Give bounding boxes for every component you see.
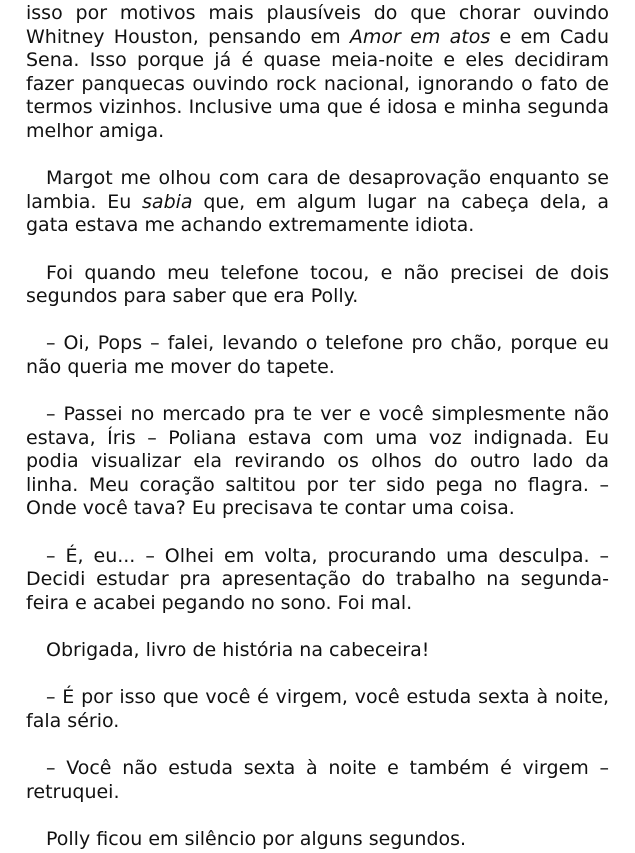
paragraph-9: – Você não estuda sexta à noite e também é virgem – retruquei. [26,757,609,803]
paragraph-7: Obrigada, livro de história na cabeceira! [46,639,430,662]
paragraph-10: Polly ficou em silêncio por alguns segundos. [46,827,467,850]
book-title-emphasis: Amor em atos [349,25,491,48]
paragraph-1-text-b: e em Cadu Sena. Isso porque já é quase meia-noite e eles decidiram fazer panquecas ouvindo rock nacional, ignorando o fato de termos vizinhos. Inclusive uma que é idosa e minha segunda melhor amiga. [26,25,609,142]
paragraph-3: Foi quando meu telefone tocou, e não precisei de dois segundos para saber que era Polly. [26,261,609,308]
paragraph-5: – Passei no mercado pra te ver e você simplesmente não estava, Íris – Poliana estava com uma voz indignada. Eu podia visualizar ela revirando os olhos do outro lado da linha. Meu coração saltitou por ter sido pega no flagra. – Onde você tava? Eu precisava te contar uma coisa. [26,403,609,520]
paragraph-2-text-a: Margot me olhou com cara de desaprovação enquanto se lambia. Eu [26,167,609,213]
paragraph-2 [26,167,609,238]
paragraph-4: – Oi, Pops – falei, levando o telefone pro chão, porque eu não queria me mover do tapete. [26,332,609,378]
paragraph-8: – É por isso que você é virgem, você estuda sexta à noite, fala sério. [26,686,609,732]
paragraph-6: – É, eu... – Olhei em volta, procurando uma desculpa. – Decidi estudar pra apresentação do trabalho na segunda-feira e acabei pegando no sono. Foi mal. [26,544,609,614]
sabia-emphasis: sabia [142,190,193,213]
paragraph-1 [26,2,609,144]
paragraph-1-text-a: isso por motivos mais plausíveis do que chorar ouvindo Whitney Houston, pensando em [26,2,609,48]
paragraph-2-text-b: que, em algum lugar na cabeça dela, a gata estava me achando extremamente idiota. [26,190,610,237]
